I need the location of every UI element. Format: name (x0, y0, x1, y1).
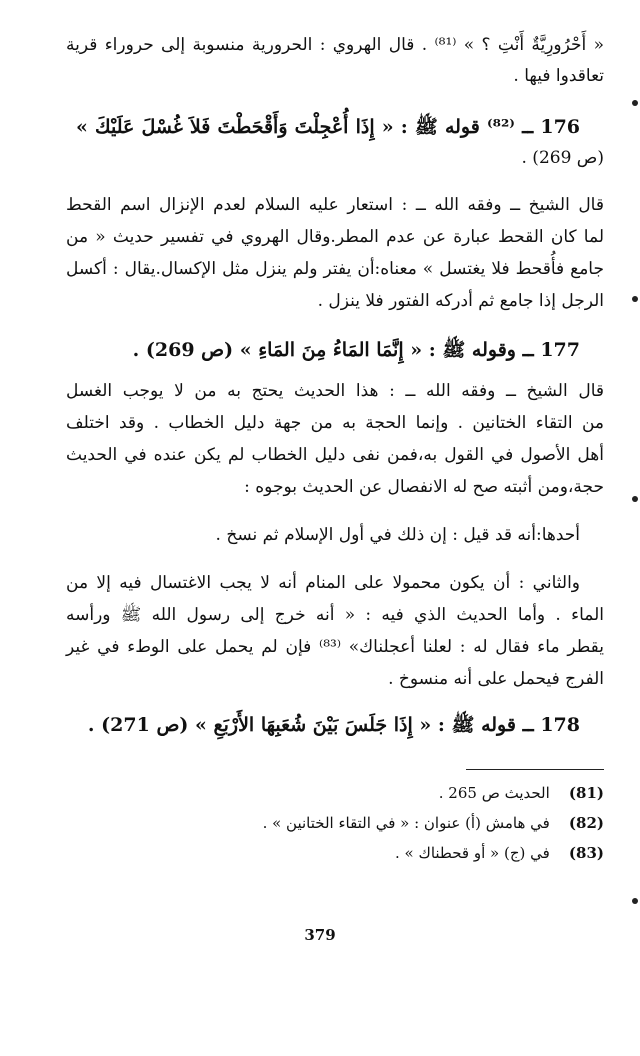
footnote-number: (81) (568, 784, 604, 802)
page-number: 379 (304, 926, 336, 944)
text-line: الفرج فيحمل على أنه منسوخ . (388, 669, 604, 689)
text-line: قال الشيخ ــ وفقه الله ــ : استعار عليه السلام لعدم الإنزال اسم القحط (66, 195, 604, 215)
text-line: والثاني : أن يكون محمولا على المنام أنه لا يجب الاغتسال فيه إلا من (66, 573, 580, 593)
text-line: لما كان القحط عبارة عن عدم المطر.وقال الهروي في تفسير حديث « من (66, 227, 604, 247)
footnote-text: الحديث ص 265 . (438, 784, 550, 802)
hadith-heading: 177 ــ وقوله ﷺ : « إِنَّمَا المَاءُ مِنَ المَاءِ » (ص 269) . (132, 339, 580, 361)
footnote-number: (83) (568, 844, 604, 862)
footnote (300, 842, 604, 864)
text-line: الماء . وأما الحديث الذي فيه : « أنه خرج إلى رسول الله ﷺ ورأسه (66, 605, 604, 625)
footnote-rule (466, 769, 604, 770)
text-line: تعاقدوا فيها . (513, 66, 604, 86)
hadith-heading: 178 ــ قوله ﷺ : « إِذَا جَلَسَ بَيْنَ شُعَبِهَا الأَرْبَعِ » (ص 271) . (87, 714, 580, 736)
text-line: (ص 269) . (521, 148, 604, 168)
footnote (300, 782, 604, 804)
scan-mark (632, 898, 638, 904)
text-line: من التقاء الختانين . وإنما الحجة به من جهة دليل الخطاب . وقد اختلف (66, 413, 604, 433)
text-line: جامع فأُقحط فلا يغتسل » معناه:أن يفتر ولم ينزل مثل الإكسال.يقال : أكسل (66, 259, 604, 279)
footnote (200, 812, 604, 834)
footnote-text: في هامش (أ) عنوان : « في التقاء الختانين » . (262, 814, 550, 832)
scan-mark (632, 496, 638, 502)
text-line: قال الشيخ ــ وفقه الله ــ : هذا الحديث يحتج به من لا يوجب الغسل (66, 381, 604, 401)
text-line: الرجل إذا جامع ثم أدركه الفتور فلا ينزل . (317, 291, 604, 311)
text-line: يقطر ماء فقال له : لعلنا أعجلناك» ⁽⁸³⁾ فإن لم يحمل على الوطء في غير (66, 637, 604, 657)
text-line: حجة،ومن أثبته صح له الانفصال عن الحديث بوجوه : (244, 477, 604, 497)
text-line: أهل الأصول في القول به،فمن نفى دليل الخطاب لم يكن عنده في الحديث (66, 445, 604, 465)
text-line: « أَحْرُورِيَّةٌ أَنْتِ ؟ » ⁽⁸¹⁾ . قال الهروي : الحرورية منسوبة إلى حروراء قرية (66, 35, 604, 55)
hadith-heading: 176 ــ ⁽⁸²⁾ قوله ﷺ : « إِذَا أُعْجِلْتَ وَأَقْحَطْتَ فَلاَ غُسْلَ عَلَيْكَ » (76, 116, 581, 138)
footnote-number: (82) (568, 814, 604, 832)
scan-mark (632, 100, 638, 106)
footnote-text: في (ج) « أو قحطناك » . (394, 844, 550, 862)
text-line: أحدها:أنه قد قيل : إن ذلك في أول الإسلام ثم نسخ . (215, 525, 580, 545)
scan-mark (632, 296, 638, 302)
